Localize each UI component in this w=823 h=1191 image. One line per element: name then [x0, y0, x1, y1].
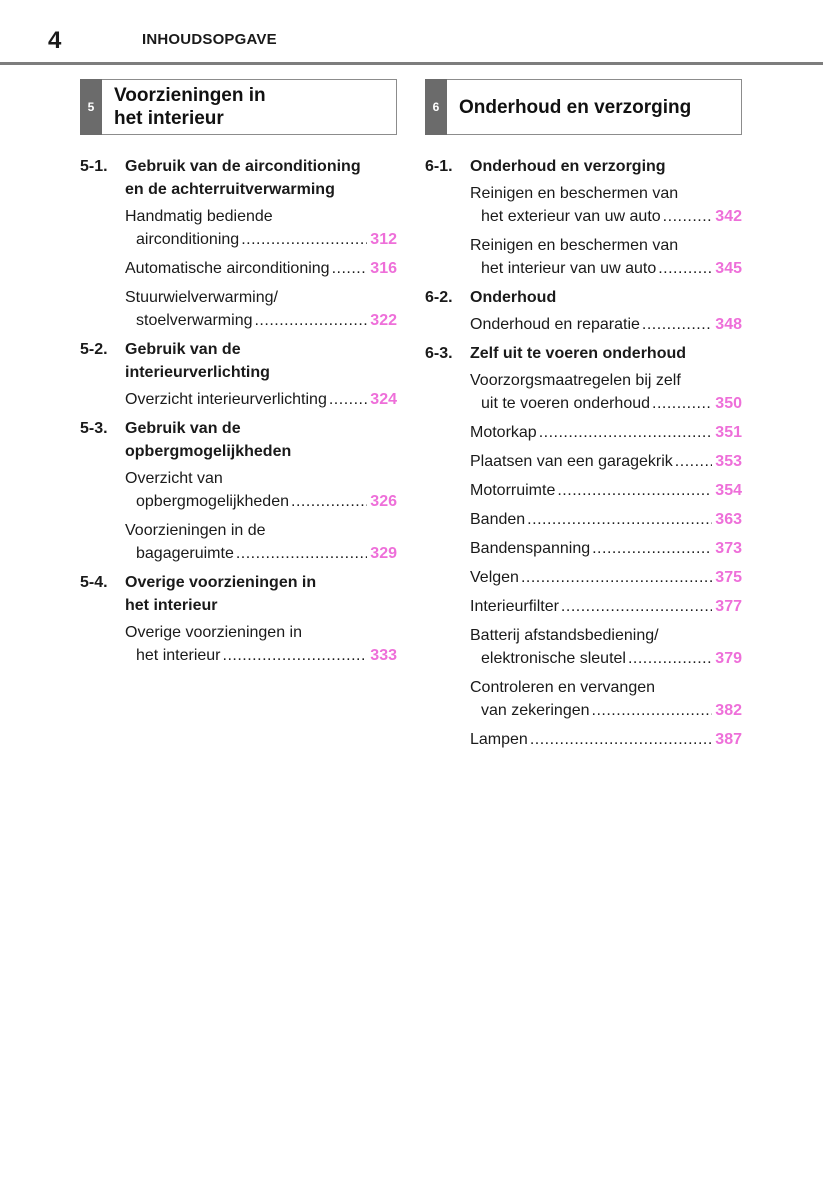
- group-heading[interactable]: [425, 155, 742, 178]
- header-title: INHOUDSOPGAVE: [142, 31, 277, 48]
- toc-entry[interactable]: [125, 621, 397, 667]
- entry-text-line: Reinigen en beschermen van: [470, 185, 679, 202]
- group-number: 6-3.: [425, 345, 453, 362]
- section-number-tab: 6: [425, 79, 447, 135]
- toc-entry[interactable]: [125, 257, 397, 280]
- header-divider: [0, 62, 823, 65]
- group-title: [125, 417, 397, 463]
- group-heading[interactable]: [80, 417, 397, 463]
- entry-row: [470, 450, 742, 473]
- group-heading[interactable]: [425, 342, 742, 365]
- entry-text-line: uit te voeren onderhoud: [481, 395, 651, 412]
- toc-entry[interactable]: [470, 566, 742, 589]
- entry-row: [470, 313, 742, 336]
- toc-group: [80, 417, 397, 565]
- page-reference-link[interactable]: 322: [370, 312, 397, 329]
- dot-leader: [663, 205, 713, 228]
- entry-text-line: Lampen: [470, 731, 528, 748]
- group-title-line: Onderhoud: [470, 289, 557, 306]
- group-heading[interactable]: [80, 338, 397, 384]
- entry-text-line: Overige voorzieningen in: [125, 624, 302, 641]
- group-title-line: Onderhoud en verzorging: [470, 158, 666, 175]
- toc-entry[interactable]: [125, 388, 397, 411]
- toc-entry[interactable]: [470, 369, 742, 415]
- page-reference-link[interactable]: 326: [370, 493, 397, 510]
- entry-row: [470, 566, 742, 589]
- entry-text-line: Motorruimte: [470, 482, 556, 499]
- dot-leader: [628, 647, 712, 670]
- page-reference-link[interactable]: 345: [715, 260, 742, 277]
- entry-row: [470, 392, 742, 415]
- entry-row: [470, 699, 742, 722]
- entry-text-line: het interieur: [136, 647, 221, 664]
- entry-text-line: van zekeringen: [481, 702, 590, 719]
- group-title: [470, 155, 742, 178]
- entry-row: [125, 309, 397, 332]
- group-number: 5-3.: [80, 420, 108, 437]
- group-title-line: interieurverlichting: [125, 364, 270, 381]
- page-reference-link[interactable]: 387: [715, 731, 742, 748]
- entry-row: [470, 728, 742, 751]
- toc-entry[interactable]: [470, 450, 742, 473]
- toc-entry[interactable]: [125, 519, 397, 565]
- page-number: 4: [48, 27, 62, 54]
- toc-group: [80, 571, 397, 667]
- page-reference-link[interactable]: 373: [715, 540, 742, 557]
- entry-text-line: Reinigen en beschermen van: [470, 237, 679, 254]
- group-title: [470, 342, 742, 365]
- dot-leader: [236, 542, 367, 565]
- group-number: 6-1.: [425, 158, 453, 175]
- group-heading[interactable]: [425, 286, 742, 309]
- toc-entry[interactable]: [470, 421, 742, 444]
- group-title: [470, 286, 742, 309]
- entry-text-line: Voorzorgsmaatregelen bij zelf: [470, 372, 681, 389]
- toc-entry[interactable]: [125, 286, 397, 332]
- group-title-line: Overige voorzieningen in: [125, 574, 317, 591]
- toc-entry[interactable]: [470, 676, 742, 722]
- entry-text-line: het interieur van uw auto: [481, 260, 657, 277]
- toc-groups: [80, 155, 397, 667]
- entry-text-line: Banden: [470, 511, 526, 528]
- dot-leader: [527, 508, 712, 531]
- entry-row: [470, 205, 742, 228]
- entry-text-line: opbergmogelijkheden: [136, 493, 289, 510]
- toc-entries: [425, 313, 742, 336]
- section-title-line: Voorzieningen in: [114, 85, 266, 106]
- page-reference-link[interactable]: 342: [715, 208, 742, 225]
- page-reference-link[interactable]: 354: [715, 482, 742, 499]
- entry-row: [470, 479, 742, 502]
- entry-row: [125, 644, 397, 667]
- group-title-line: Gebruik van de: [125, 341, 241, 358]
- dot-leader: [329, 388, 367, 411]
- dot-leader: [291, 490, 367, 513]
- dot-leader: [561, 595, 712, 618]
- toc-entries: [425, 369, 742, 751]
- entry-row: [470, 508, 742, 531]
- page-reference-link[interactable]: 353: [715, 453, 742, 470]
- page-reference-link[interactable]: 382: [715, 702, 742, 719]
- dot-leader: [241, 228, 367, 251]
- entry-text-line: Voorzieningen in de: [125, 522, 266, 539]
- toc-group: [80, 155, 397, 332]
- toc-entry[interactable]: [470, 624, 742, 670]
- toc-entry[interactable]: [470, 479, 742, 502]
- toc-entry[interactable]: [470, 234, 742, 280]
- toc-entry[interactable]: [470, 508, 742, 531]
- group-number: 5-2.: [80, 341, 108, 358]
- group-title-line: opbergmogelijkheden: [125, 443, 292, 460]
- entry-text-line: elektronische sleutel: [481, 650, 626, 667]
- entry-row: [470, 647, 742, 670]
- entry-text-line: Batterij afstandsbediening/: [470, 627, 659, 644]
- dot-leader: [592, 537, 712, 560]
- page-reference-link[interactable]: 333: [370, 647, 397, 664]
- dot-leader: [539, 421, 713, 444]
- dot-leader: [675, 450, 713, 473]
- page-reference-link[interactable]: 324: [370, 391, 397, 408]
- toc-group: [425, 155, 742, 280]
- page-header: [0, 0, 823, 66]
- page-reference-link[interactable]: 350: [715, 395, 742, 412]
- entry-row: [470, 537, 742, 560]
- dot-leader: [652, 392, 712, 415]
- entry-text-line: Overzicht van: [125, 470, 223, 487]
- section-title-line: Onderhoud en verzorging: [459, 96, 692, 118]
- entry-row: [470, 257, 742, 280]
- toc-entries: [80, 205, 397, 332]
- entry-text-line: Plaatsen van een garagekrik: [470, 453, 673, 470]
- entry-text-line: bagageruimte: [136, 545, 234, 562]
- toc-group: [425, 286, 742, 336]
- entry-row: [125, 228, 397, 251]
- toc-entry[interactable]: [470, 537, 742, 560]
- entry-row: [470, 595, 742, 618]
- group-heading[interactable]: [80, 571, 397, 617]
- toc-entry[interactable]: [125, 467, 397, 513]
- page-reference-link[interactable]: 316: [370, 260, 397, 277]
- entry-text-line: Bandenspanning: [470, 540, 591, 557]
- toc-group: [425, 342, 742, 751]
- entry-text-line: Motorkap: [470, 424, 537, 441]
- group-title-line: Gebruik van de: [125, 420, 241, 437]
- group-title-line: Zelf uit te voeren onderhoud: [470, 345, 687, 362]
- group-title-line: het interieur: [125, 597, 218, 614]
- section-header: [80, 79, 397, 135]
- dot-leader: [521, 566, 712, 589]
- entry-text-line: Onderhoud en reparatie: [470, 316, 640, 333]
- entry-text-line: airconditioning: [136, 231, 240, 248]
- dot-leader: [223, 644, 368, 667]
- group-number: 6-2.: [425, 289, 453, 306]
- page-reference-link[interactable]: 377: [715, 598, 742, 615]
- page-reference-link[interactable]: 348: [715, 316, 742, 333]
- entry-text-line: stoelverwarming: [136, 312, 253, 329]
- entry-text-line: Automatische airconditioning: [125, 260, 330, 277]
- toc-entry[interactable]: [470, 595, 742, 618]
- entry-text-line: het exterieur van uw auto: [481, 208, 661, 225]
- toc-entries: [80, 388, 397, 411]
- toc-entries: [80, 621, 397, 667]
- group-number: 5-1.: [80, 158, 108, 175]
- dot-leader: [557, 479, 712, 502]
- entry-text-line: Handmatig bediende: [125, 208, 273, 225]
- entry-row: [125, 542, 397, 565]
- group-title-line: en de achterruitverwarming: [125, 181, 335, 198]
- group-title: [125, 155, 397, 201]
- dot-leader: [530, 728, 712, 751]
- entry-text-line: Interieurfilter: [470, 598, 559, 615]
- entry-text-line: Velgen: [470, 569, 519, 586]
- dot-leader: [332, 257, 368, 280]
- toc-group: [80, 338, 397, 411]
- entry-text-line: Overzicht interieurverlichting: [125, 391, 327, 408]
- dot-leader: [658, 257, 712, 280]
- toc-entry[interactable]: [470, 313, 742, 336]
- toc-column-left: [80, 79, 397, 673]
- toc-entry[interactable]: [125, 205, 397, 251]
- page-reference-link[interactable]: 363: [715, 511, 742, 528]
- toc-entry[interactable]: [470, 728, 742, 751]
- section-header: [425, 79, 742, 135]
- entry-text-line: Controleren en vervangen: [470, 679, 656, 696]
- section-title-line: het interieur: [114, 108, 224, 129]
- group-title: [125, 571, 397, 617]
- entry-row: [125, 388, 397, 411]
- page-reference-link[interactable]: 329: [370, 545, 397, 562]
- group-title-line: Gebruik van de airconditioning: [125, 158, 361, 175]
- group-heading[interactable]: [80, 155, 397, 201]
- page-reference-link[interactable]: 375: [715, 569, 742, 586]
- dot-leader: [592, 699, 713, 722]
- toc-entries: [80, 467, 397, 565]
- section-title: [459, 96, 691, 119]
- toc-entries: [425, 182, 742, 280]
- toc-column-right: [425, 79, 742, 757]
- page-reference-link[interactable]: 351: [715, 424, 742, 441]
- section-number-tab: 5: [80, 79, 102, 135]
- entry-row: [125, 257, 397, 280]
- dot-leader: [642, 313, 712, 336]
- toc-groups: [425, 155, 742, 751]
- entry-row: [125, 490, 397, 513]
- dot-leader: [254, 309, 367, 332]
- page-reference-link[interactable]: 312: [370, 231, 397, 248]
- page-reference-link[interactable]: 379: [715, 650, 742, 667]
- group-title: [125, 338, 397, 384]
- toc-entry[interactable]: [470, 182, 742, 228]
- section-title: [114, 84, 266, 130]
- entry-text-line: Stuurwielverwarming/: [125, 289, 278, 306]
- group-number: 5-4.: [80, 574, 108, 591]
- entry-row: [470, 421, 742, 444]
